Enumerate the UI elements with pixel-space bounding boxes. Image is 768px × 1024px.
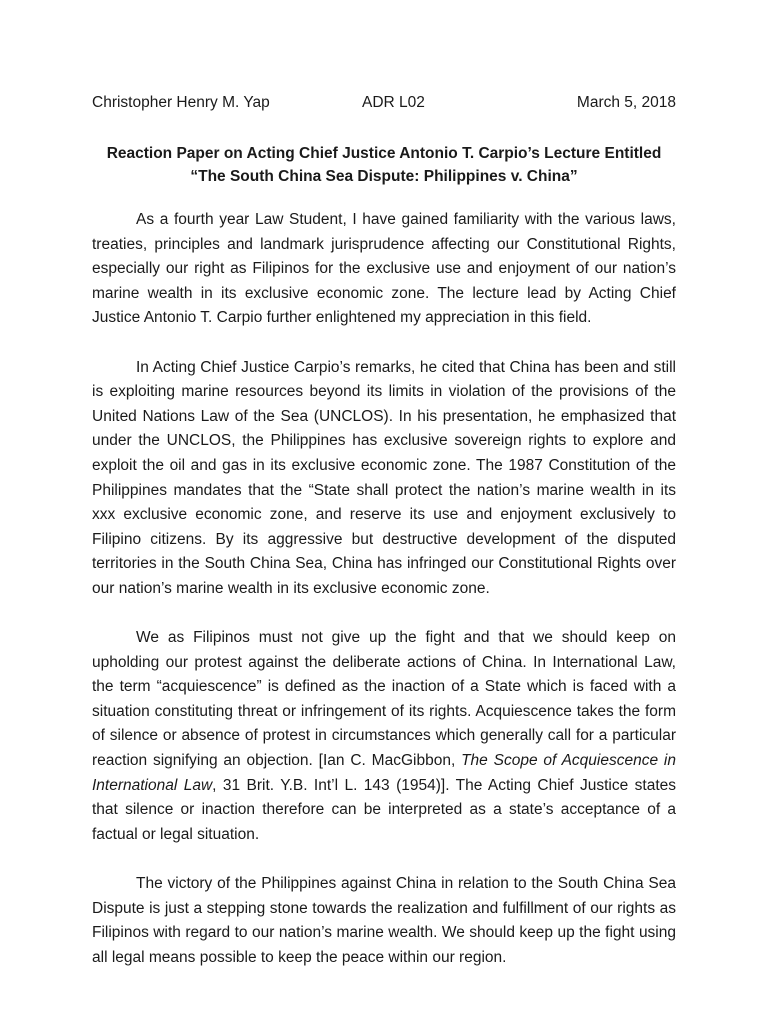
title-line-2: “The South China Sea Dispute: Philippines v. China” xyxy=(190,168,578,185)
paragraph-4: The victory of the Philippines against China in relation to the South China Sea Dispute is just a stepping stone towards the realization and fulfillment of our rights as Filipinos with regard to our nation’s marine wealth. We should keep up the fight using all legal means possible to keep the peace within our region. xyxy=(92,875,676,966)
citation-title: The Scope of Acquiescence in International Law xyxy=(92,752,676,794)
document-header xyxy=(92,94,676,116)
course-code: ADR L02 xyxy=(362,94,425,111)
document-body xyxy=(92,208,676,970)
paragraph-3 xyxy=(92,626,676,847)
paragraph-2: In Acting Chief Justice Carpio’s remarks, he cited that China has been and still is exploiting marine resources beyond its limits in violation of the provisions of the United Nations Law of the Sea (UNCLOS). In his presentation, he emphasized that under the UNCLOS, the Philippines has exclusive sovereign rights to explore and exploit the oil and gas in its exclusive economic zone. The 1987 Constitution of the Philippines mandates that the “State shall protect the nation’s marine wealth in its xxx exclusive economic zone, and reserve its use and enjoyment exclusively to Filipino citizens. By its aggressive but destructive development of the disputed territories in the South China Sea, China has infringed our Constitutional Rights over our nation’s marine wealth in its exclusive economic zone. xyxy=(92,358,676,597)
document-date: March 5, 2018 xyxy=(576,94,676,111)
paragraph-3-text-after: , 31 Brit. Y.B. Int’l L. 143 (1954)]. The Acting Chief Justice states that silence or inaction therefore can be interpreted as a state’s acceptance of a factual or legal situation. xyxy=(92,776,676,843)
document-title xyxy=(92,142,676,188)
author-name: Christopher Henry M. Yap xyxy=(92,94,270,111)
paragraph-3-text-before: We as Filipinos must not give up the fight and that we should keep on upholding our protest against the deliberate actions of China. In International Law, the term “acquiescence” is defined as the inaction of a State which is faced with a situation constituting threat or infringement of its rights. Acquiescence takes the form of silence or absence of protest in circumstances which generally call for a particular reaction signifying an objection. [Ian C. MacGibbon, xyxy=(92,629,676,770)
title-line-1: Reaction Paper on Acting Chief Justice Antonio T. Carpio’s Lecture Entitled xyxy=(106,145,662,162)
paragraph-1: As a fourth year Law Student, I have gained familiarity with the various laws, treaties, principles and landmark jurisprudence affecting our Constitutional Rights, especially our right as Filipinos for the exclusive use and enjoyment of our nation’s marine wealth in its exclusive economic zone. The lecture lead by Acting Chief Justice Antonio T. Carpio further enlightened my appreciation in this field. xyxy=(92,211,676,327)
